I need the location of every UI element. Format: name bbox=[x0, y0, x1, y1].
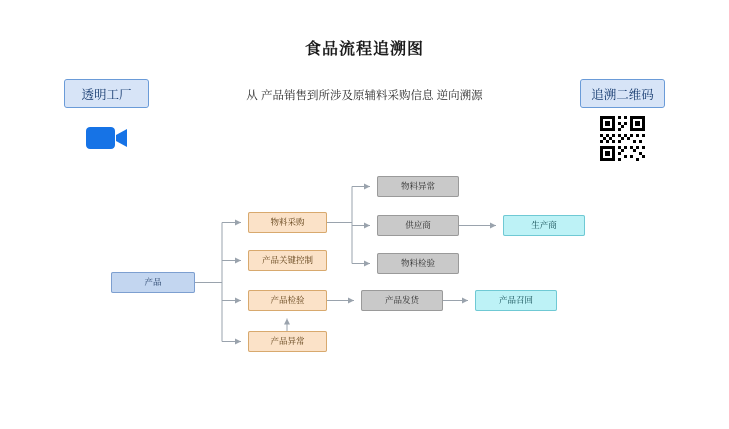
node-product-label: 产品 bbox=[144, 276, 162, 287]
node-product-recall[interactable] bbox=[475, 290, 557, 311]
node-material-purchase[interactable] bbox=[248, 212, 327, 233]
qr-code-icon bbox=[598, 114, 647, 163]
node-material-abnormal-label: 物料异常 bbox=[400, 180, 435, 191]
node-material-abnormal[interactable] bbox=[377, 176, 459, 197]
node-product-key-control-label: 产品关键控制 bbox=[261, 254, 313, 265]
badge-trace-qr-code-label: 追溯二维码 bbox=[591, 87, 654, 102]
page-subtitle: 从 产品销售到所涉及原辅料采购信息 逆向溯源 bbox=[246, 90, 483, 102]
node-product-shipment-label: 产品发货 bbox=[384, 294, 419, 305]
badge-trace-qr-code[interactable] bbox=[580, 79, 665, 108]
node-product[interactable] bbox=[111, 272, 195, 293]
node-material-inspection-label: 物料检验 bbox=[400, 257, 435, 268]
badge-transparent-factory-label: 透明工厂 bbox=[81, 87, 132, 102]
node-product-inspection-label: 产品检验 bbox=[270, 294, 305, 305]
node-product-abnormal[interactable] bbox=[248, 331, 327, 352]
node-product-shipment[interactable] bbox=[361, 290, 443, 311]
video-camera-icon bbox=[86, 124, 128, 152]
node-supplier-label: 供应商 bbox=[405, 219, 431, 230]
page-title: 食品流程追溯图 bbox=[304, 41, 424, 58]
node-product-recall-label: 产品召回 bbox=[498, 294, 533, 305]
badge-transparent-factory[interactable] bbox=[64, 79, 149, 108]
node-product-key-control[interactable] bbox=[248, 250, 327, 271]
node-manufacturer[interactable] bbox=[503, 215, 585, 236]
node-material-inspection[interactable] bbox=[377, 253, 459, 274]
node-product-inspection[interactable] bbox=[248, 290, 327, 311]
node-manufacturer-label: 生产商 bbox=[531, 219, 557, 230]
node-material-purchase-label: 物料采购 bbox=[270, 216, 305, 227]
node-supplier[interactable] bbox=[377, 215, 459, 236]
node-product-abnormal-label: 产品异常 bbox=[270, 335, 305, 346]
